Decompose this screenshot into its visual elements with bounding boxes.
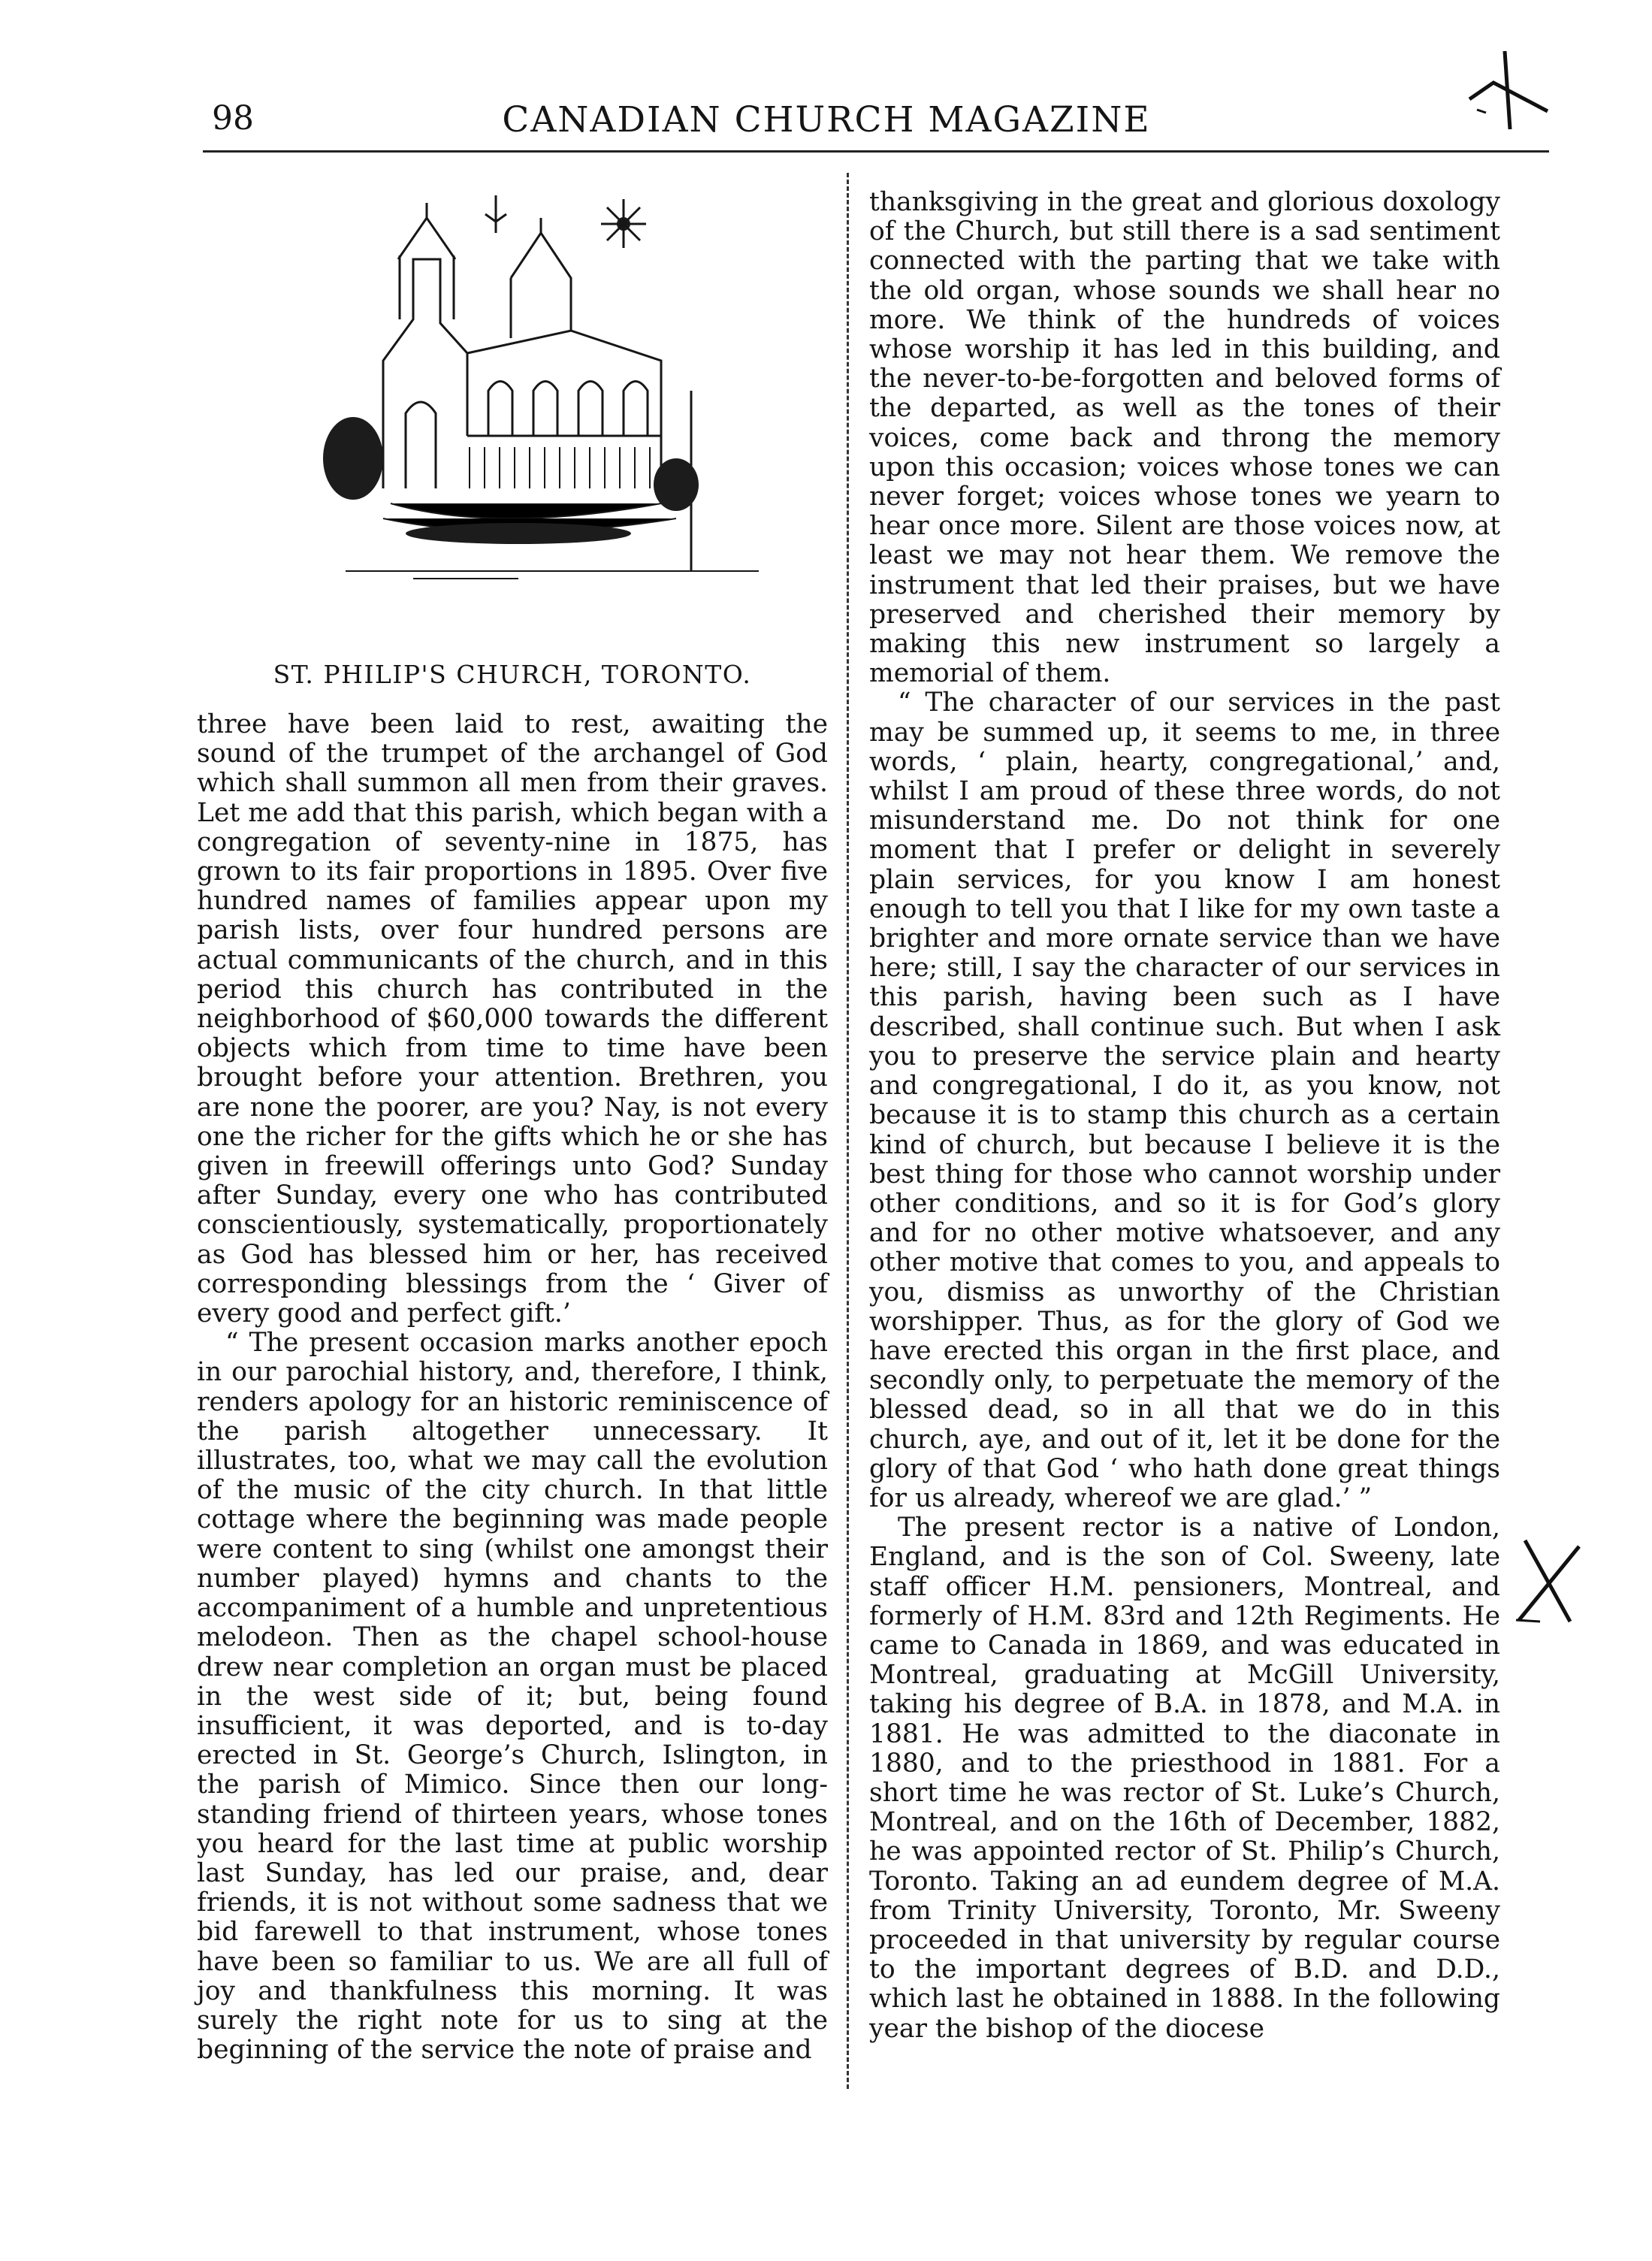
church-engraving xyxy=(270,188,766,639)
pencil-cross-mark-top xyxy=(1463,45,1554,135)
paragraph: “ The present occasion marks another epoch in our parochial history, and, therefore, I think, renders apology for an historic reminiscence of the parish altogether unnecessary. It illustrates, too, what we may call the evolution of the music of the city church. In that little cottage where the beginning was made people were content to sing (whilst one amongst their number played) hymns and chants to the accompaniment of a humble and unpretentious melodeon. Then as the chapel school-house drew near completion an organ must be placed in the west side of it; but, being found insufficient, it was deported, and is to-day erected in St. George’s Church, Islington, in the parish of Mimico. Since then our long-standing friend of thirteen years, whose tones you heard for the last time at public worship last Sunday, has led our praise, and, dear friends, it is not without some sadness that we bid farewell to that instrument, whose tones have been so familiar to us. We are all full of joy and thankfulness this morning. It was surely the right note for us to sing at the beginning of the service the note of praise and xyxy=(197,1328,828,2066)
pencil-cross-mark-margin xyxy=(1510,1533,1593,1631)
paragraph: thanksgiving in the great and glorious doxology of the Church, but still there is a sad sentiment connected with the parting that we take with the old organ, whose sounds we shall hear no more. We think of the hundreds of voices whose worship it has led in this building, and the never-to-be-forgotten and beloved forms of the departed, as well as the tones of their voices, come back and throng the memory upon this occasion; voices whose tones we can never forget; voices whose tones we yearn to hear once more. Silent are those voices now, at least we may not hear them. We remove the instrument that led their praises, but we have preserved and cherished their memory by making this new instrument so largely a memorial of them. xyxy=(869,187,1500,689)
paragraph: The present rector is a native of London, England, and is the son of Col. Sweeny, late staff officer H.M. pensioners, Montreal, and formerly of H.M. 83rd and 12th Regiments. He came to Canada in 1869, and was educated in Montreal, graduating at McGill University, taking his degree of B.A. in 1878, and M.A. in 1881. He was admitted to the diaconate in 1880, and to the priesthood in 1881. For a short time he was rector of St. Luke’s Church, Montreal, and on the 16th of December, 1882, he was appointed rector of St. Philip’s Church, Toronto. Taking an ad eundem degree of M.A. from Trinity University, Toronto, Mr. Sweeny proceeded in that university by regular course to the important degrees of B.D. and D.D., which last he obtained in 1888. In the following year the bishop of the diocese xyxy=(869,1513,1500,2044)
page-number: 98 xyxy=(212,99,254,138)
column-rule xyxy=(847,173,849,2089)
header-rule xyxy=(203,150,1549,153)
magazine-title: CANADIAN CHURCH MAGAZINE xyxy=(502,99,1151,141)
paragraph: three have been laid to rest, awaiting the sound of the trumpet of the archangel of God which shall summon all men from their graves. Let me add that this parish, which began with a congregation of seventy-nine in 1875, has grown to its fair proportions in 1895. Over five hundred names of families appear upon my parish lists, over four hundred persons are actual communicants of the church, and in this period this church has contributed in the neighborhood of $60,000 towards the different objects which from time to time have been brought before your attention. Brethren, you are none the poorer, are you? Nay, is not every one the richer for the gifts which he or she has given in freewill offerings unto God? Sunday after Sunday, every one who has contributed conscientiously, systematically, proportionately as God has blessed him or her, has received corresponding blessings from the ‘ Giver of every good and perfect gift.’ xyxy=(197,709,828,1329)
left-column xyxy=(197,710,828,2065)
illustration-caption: ST. PHILIP'S CHURCH, TORONTO. xyxy=(273,660,752,689)
paragraph: “ The character of our services in the past may be summed up, it seems to me, in three words, ‘ plain, hearty, congregational,’ and, whilst I am proud of these three words, do not misunderstand me. Do not think for one moment that I prefer or delight in severely plain services, for you know I am honest enough to tell you that I like for my own taste a brighter and more ornate service than we have here; still, I say the character of our services in this parish, having been such as I have described, shall continue such. But when I ask you to preserve the service plain and hearty and congregational, I do it, as you know, not because it is to stamp this church as a certain kind of church, but because I believe it is the best thing for those who cannot worship under other conditions, and so it is for God’s glory and for no other motive whatsoever, and any other motive that comes to you, and appeals to you, dismiss as unworthy of the Christian worshipper. Thus, as for the glory of God we have erected this organ in the first place, and secondly only, to perpetuate the memory of the blessed dead, so in all that we do in this church, aye, and out of it, let it be done for the glory of that God ‘ who hath done great things for us already, whereof we are glad.’ ” xyxy=(869,688,1500,1513)
right-column xyxy=(869,188,1500,2044)
